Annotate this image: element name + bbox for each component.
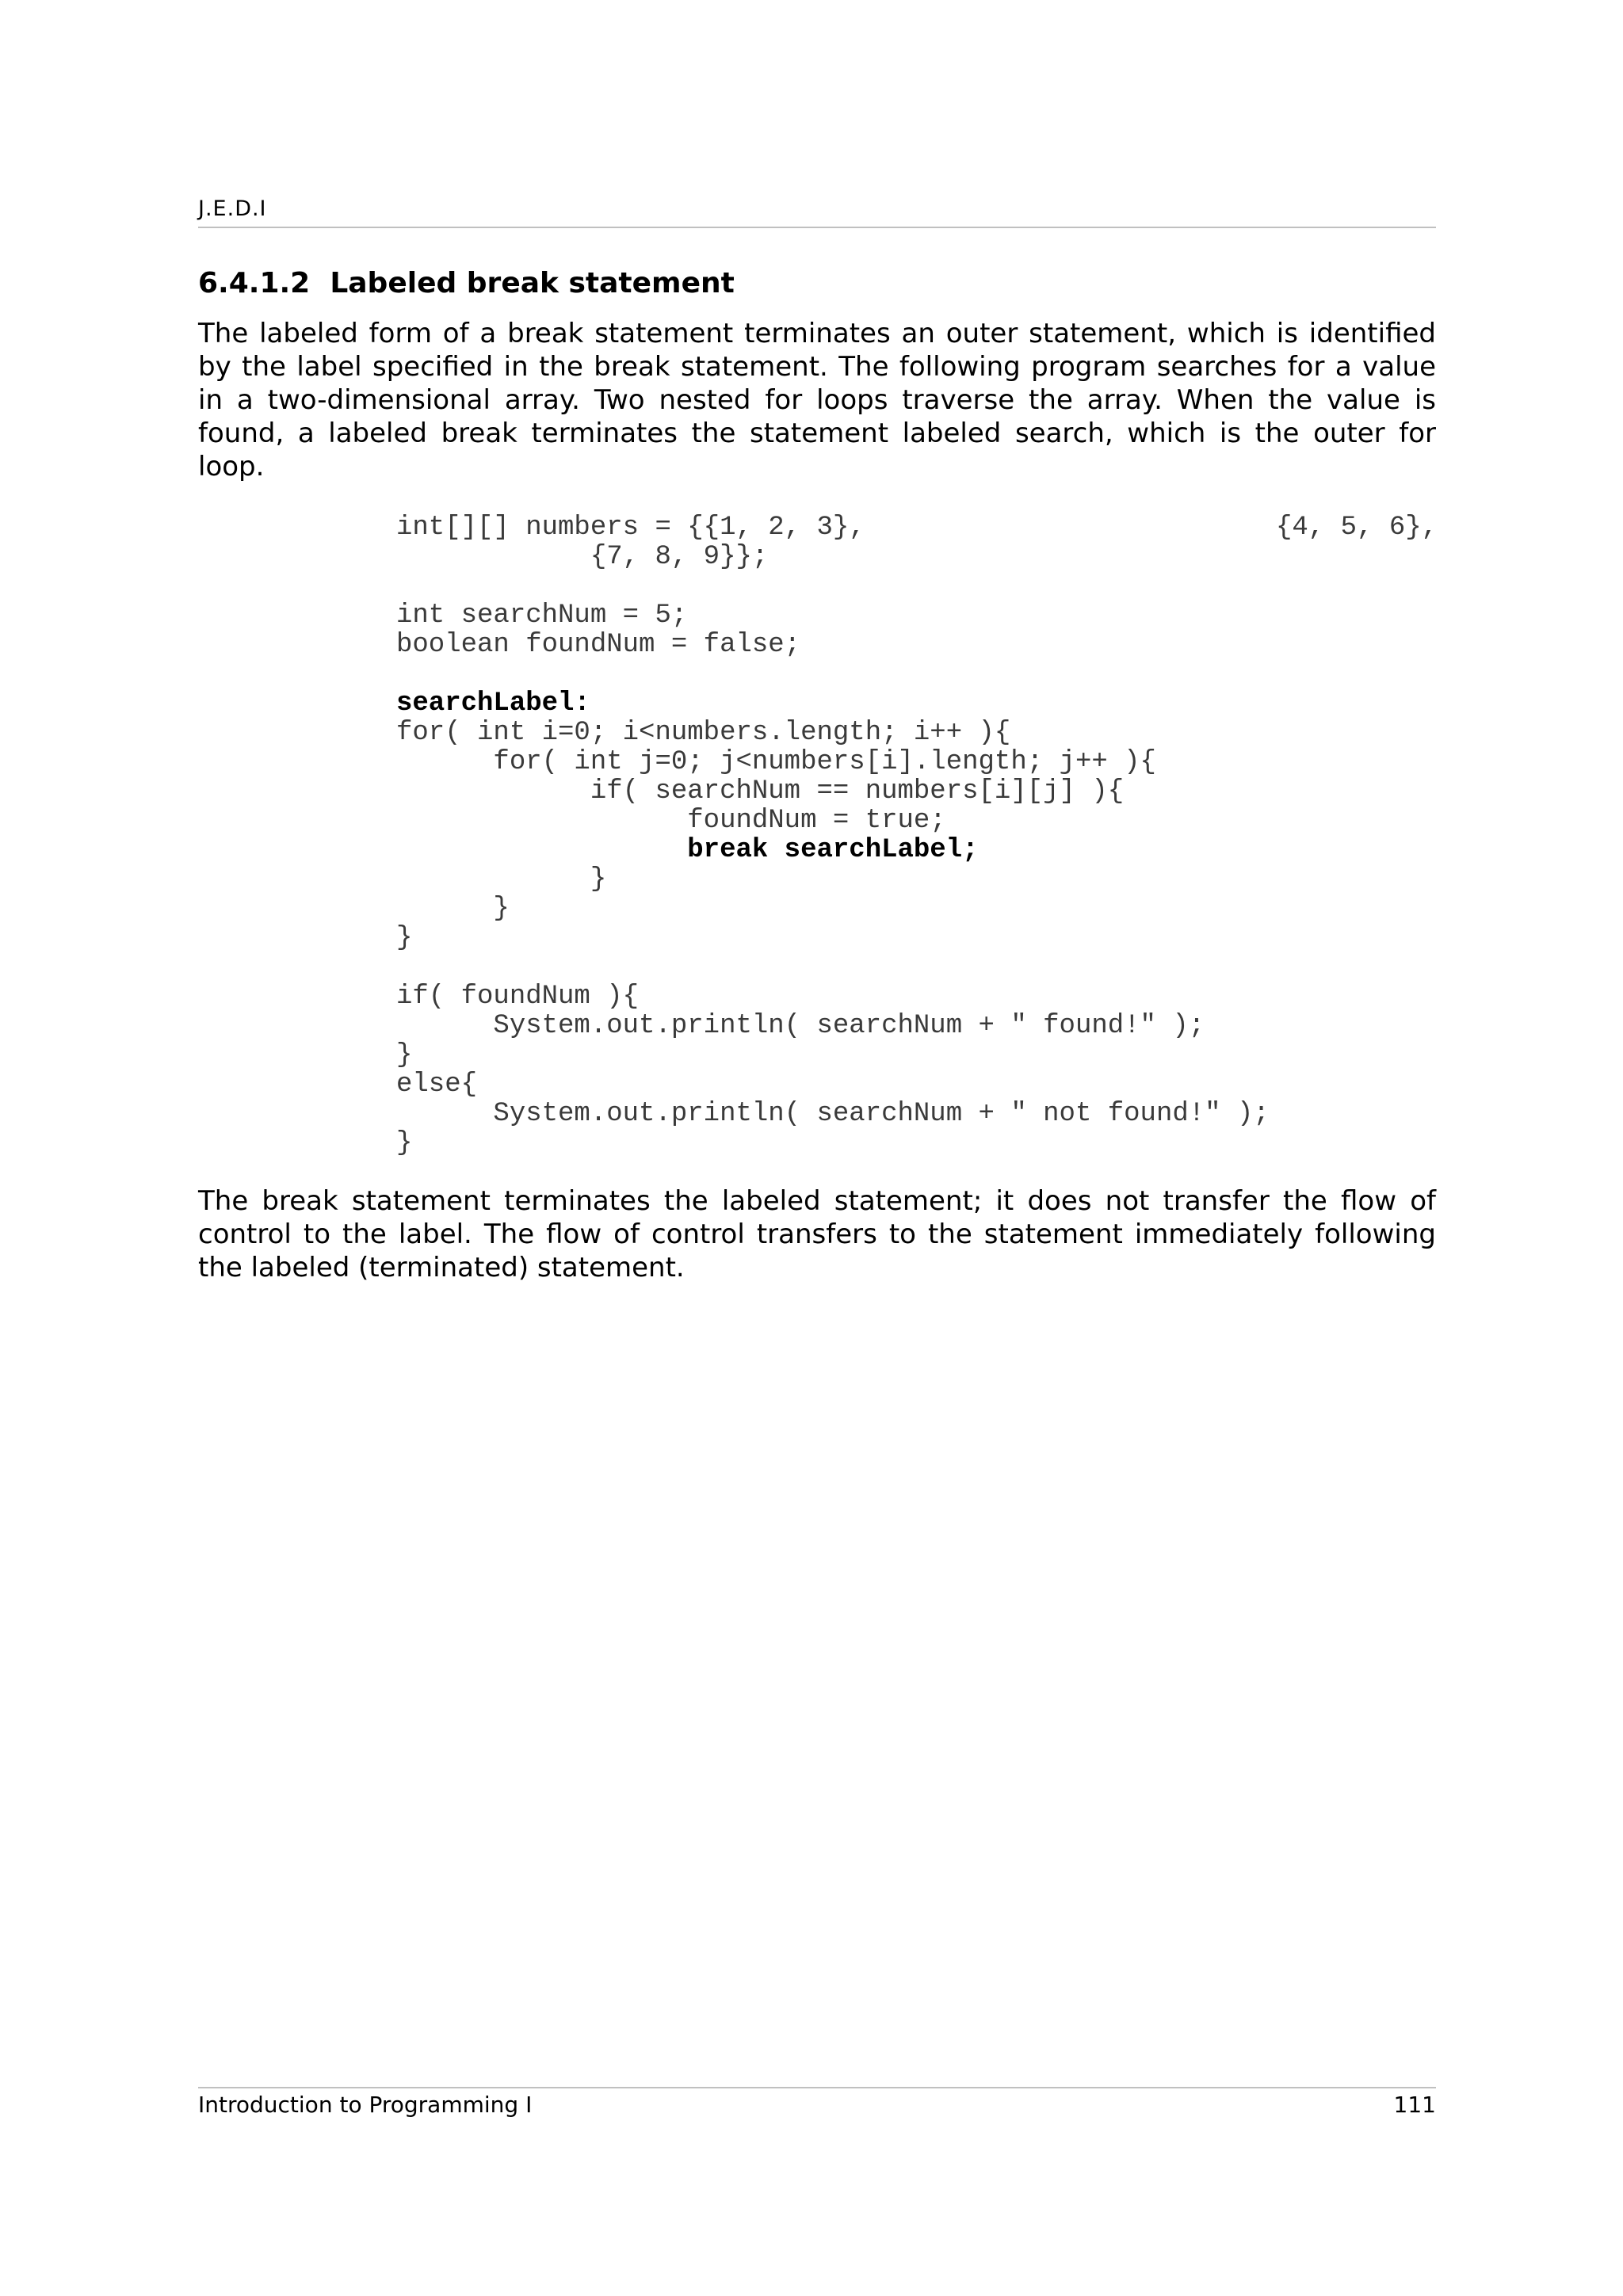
- header-rule: [198, 227, 1436, 228]
- code-line: }: [396, 1040, 413, 1070]
- code-line: }: [396, 864, 607, 894]
- code-line: System.out.println( searchNum + " not found!" );: [396, 1099, 1270, 1129]
- code-line: boolean foundNum = false;: [396, 630, 801, 660]
- running-header: J.E.D.I: [198, 196, 267, 221]
- code-line: foundNum = true;: [396, 806, 946, 836]
- page-number: 111: [1393, 2092, 1436, 2118]
- code-line: int[][] numbers = {{1, 2, 3},: [396, 513, 865, 543]
- footer-rule: [198, 2087, 1436, 2088]
- code-line: int searchNum = 5;: [396, 601, 688, 631]
- code-line: if( searchNum == numbers[i][j] ){: [396, 776, 1125, 807]
- code-line: {7, 8, 9}};: [396, 542, 769, 572]
- code-line: for( int i=0; i<numbers.length; i++ ){: [396, 718, 1011, 748]
- outro-paragraph: The break statement terminates the labeled statement; it does not transfer the flow of control to the label. The flow of control transfers to the statement immediately following the labeled (terminated) statement.: [198, 1185, 1436, 1283]
- code-break-line: break searchLabel;: [396, 835, 979, 865]
- code-line-continuation: {4, 5, 6},: [1276, 513, 1438, 543]
- section-number: 6.4.1.2: [198, 267, 311, 299]
- code-line: }: [396, 923, 413, 953]
- intro-paragraph: The labeled form of a break statement terminates an outer statement, which is identified by the label specified in the break statement. The following program searches for a value in a two-dimensional array. Two nested for loops traverse the array. When the value is found, a labeled break terminates the statement labeled search, which is the outer for loop.: [198, 318, 1436, 482]
- section-title: Labeled break statement: [330, 267, 735, 299]
- section-heading: [198, 267, 735, 299]
- code-line: else{: [396, 1070, 478, 1100]
- code-line: }: [396, 894, 510, 924]
- footer-title: Introduction to Programming I: [198, 2092, 533, 2118]
- code-line: System.out.println( searchNum + " found!" );: [396, 1011, 1205, 1041]
- code-line: if( foundNum ){: [396, 982, 640, 1012]
- code-line: for( int j=0; j<numbers[i].length; j++ ){: [396, 747, 1156, 777]
- code-label-line: searchLabel:: [396, 688, 590, 719]
- code-line: }: [396, 1128, 413, 1158]
